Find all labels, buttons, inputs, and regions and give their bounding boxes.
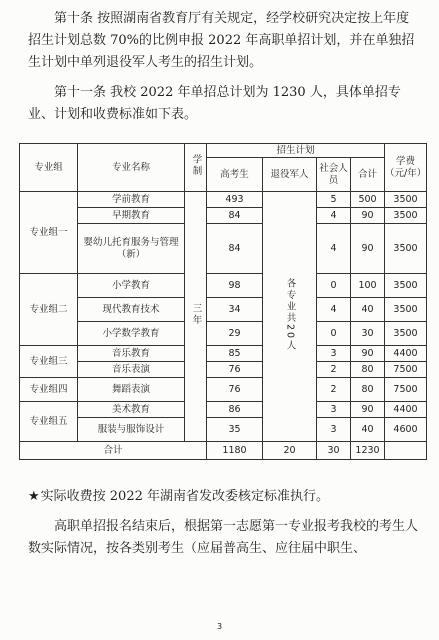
total-veteran: 20 [263, 442, 317, 460]
high-cell: 98 [207, 274, 263, 298]
group-cell: 专业组三 [20, 346, 78, 378]
major-cell: 小学数学教育 [78, 322, 185, 346]
major-cell: 音乐教育 [78, 346, 185, 362]
header-fee: 学费（元/年） [385, 144, 427, 192]
table-row [20, 298, 427, 322]
fee-cell: 7500 [385, 378, 427, 402]
group-cell: 专业组五 [20, 402, 78, 442]
header-subtotal: 合计 [351, 158, 385, 192]
high-cell: 493 [207, 192, 263, 208]
total-row [20, 442, 427, 460]
high-cell: 86 [207, 402, 263, 418]
table-row [20, 346, 427, 362]
major-cell: 现代教育技术 [78, 298, 185, 322]
header-veteran: 退役军人 [263, 158, 317, 192]
header-high: 高考生 [207, 158, 263, 192]
page-number: 3 [216, 622, 223, 631]
table-row [20, 378, 427, 402]
admission-paragraph: 高职单招报名结束后，根据第一志愿第一专业报考我校的考生人数实际情况，按各类别考生（应届普高生、应往届中职生、 [28, 519, 419, 556]
subtotal-cell: 40 [351, 298, 385, 322]
subtotal-cell: 90 [351, 402, 385, 418]
major-cell: 美术教育 [78, 402, 185, 418]
table-row [20, 362, 427, 378]
social-cell: 2 [317, 378, 351, 402]
fee-cell: 3500 [385, 192, 427, 208]
table-row [20, 402, 427, 418]
high-cell: 76 [207, 378, 263, 402]
subtotal-cell: 30 [351, 322, 385, 346]
table-row [20, 224, 427, 274]
group-cell: 专业组四 [20, 378, 78, 402]
total-social: 30 [317, 442, 351, 460]
high-cell: 85 [207, 346, 263, 362]
subtotal-cell: 80 [351, 362, 385, 378]
subtotal-cell: 40 [351, 418, 385, 442]
major-cell: 服装与服饰设计 [78, 418, 185, 442]
fee-cell: 3500 [385, 208, 427, 224]
table-row [20, 322, 427, 346]
group-cell: 专业组二 [20, 274, 78, 346]
major-cell: 学前教育 [78, 192, 185, 208]
table-row [20, 274, 427, 298]
table-row [20, 418, 427, 442]
social-cell: 4 [317, 224, 351, 274]
enrollment-plan-table [19, 143, 427, 460]
total-label: 合计 [20, 442, 207, 460]
fee-cell: 7500 [385, 362, 427, 378]
subtotal-cell: 90 [351, 208, 385, 224]
social-cell: 5 [317, 192, 351, 208]
social-cell: 4 [317, 208, 351, 224]
table-row [20, 208, 427, 224]
social-cell: 3 [317, 418, 351, 442]
social-cell: 3 [317, 346, 351, 362]
header-plan: 招生计划 [207, 144, 385, 158]
header-major: 专业名称 [78, 144, 185, 192]
high-cell: 29 [207, 322, 263, 346]
social-cell: 3 [317, 402, 351, 418]
header-group: 专业组 [20, 144, 78, 192]
fee-cell: 3500 [385, 274, 427, 298]
article-11-paragraph: 第十一条 我校 2022 年单招总计划为 1230 人，具体单招专业、计划和收费标准如下表。 [28, 85, 401, 122]
fee-cell: 3500 [385, 298, 427, 322]
header-duration: 学制 [185, 144, 207, 192]
subtotal-cell: 90 [351, 224, 385, 274]
high-cell: 76 [207, 362, 263, 378]
fee-cell: 4400 [385, 346, 427, 362]
subtotal-cell: 500 [351, 192, 385, 208]
high-cell: 34 [207, 298, 263, 322]
total-high: 1180 [207, 442, 263, 460]
header-social: 社会人员 [317, 158, 351, 192]
total-fee [385, 442, 427, 460]
veteran-cell: 各专业共20人 [263, 192, 317, 442]
social-cell: 4 [317, 298, 351, 322]
major-cell: 早期教育 [78, 208, 185, 224]
high-cell: 84 [207, 208, 263, 224]
fee-note-text: 实际收费按 2022 年湖南省发改委核定标准执行。 [40, 489, 330, 504]
table-row [20, 192, 427, 208]
fee-cell: 4400 [385, 402, 427, 418]
fee-note-paragraph [28, 486, 420, 508]
social-cell: 2 [317, 362, 351, 378]
fee-cell: 3500 [385, 322, 427, 346]
group-cell: 专业组一 [20, 192, 78, 274]
major-cell: 舞蹈表演 [78, 378, 185, 402]
social-cell: 0 [317, 274, 351, 298]
article-10-paragraph: 第十条 按照湖南省教育厅有关规定，经学校研究决定按上年度招生计划总数 70%的比例申报 2022 年高职单招计划，并在单独招生计划中单列退役军人考生的招生计划。 [28, 11, 415, 70]
major-cell: 音乐表演 [78, 362, 185, 378]
subtotal-cell: 90 [351, 346, 385, 362]
duration-cell: 三年 [185, 192, 207, 442]
high-cell: 35 [207, 418, 263, 442]
major-cell: 小学教育 [78, 274, 185, 298]
major-cell: 婴幼儿托育服务与管理（新） [78, 224, 185, 274]
high-cell: 84 [207, 224, 263, 274]
social-cell: 0 [317, 322, 351, 346]
fee-cell: 4600 [385, 418, 427, 442]
subtotal-cell: 80 [351, 378, 385, 402]
total-subtotal: 1230 [351, 442, 385, 460]
subtotal-cell: 100 [351, 274, 385, 298]
fee-cell: 3500 [385, 224, 427, 274]
star-icon: ★ [28, 489, 40, 504]
